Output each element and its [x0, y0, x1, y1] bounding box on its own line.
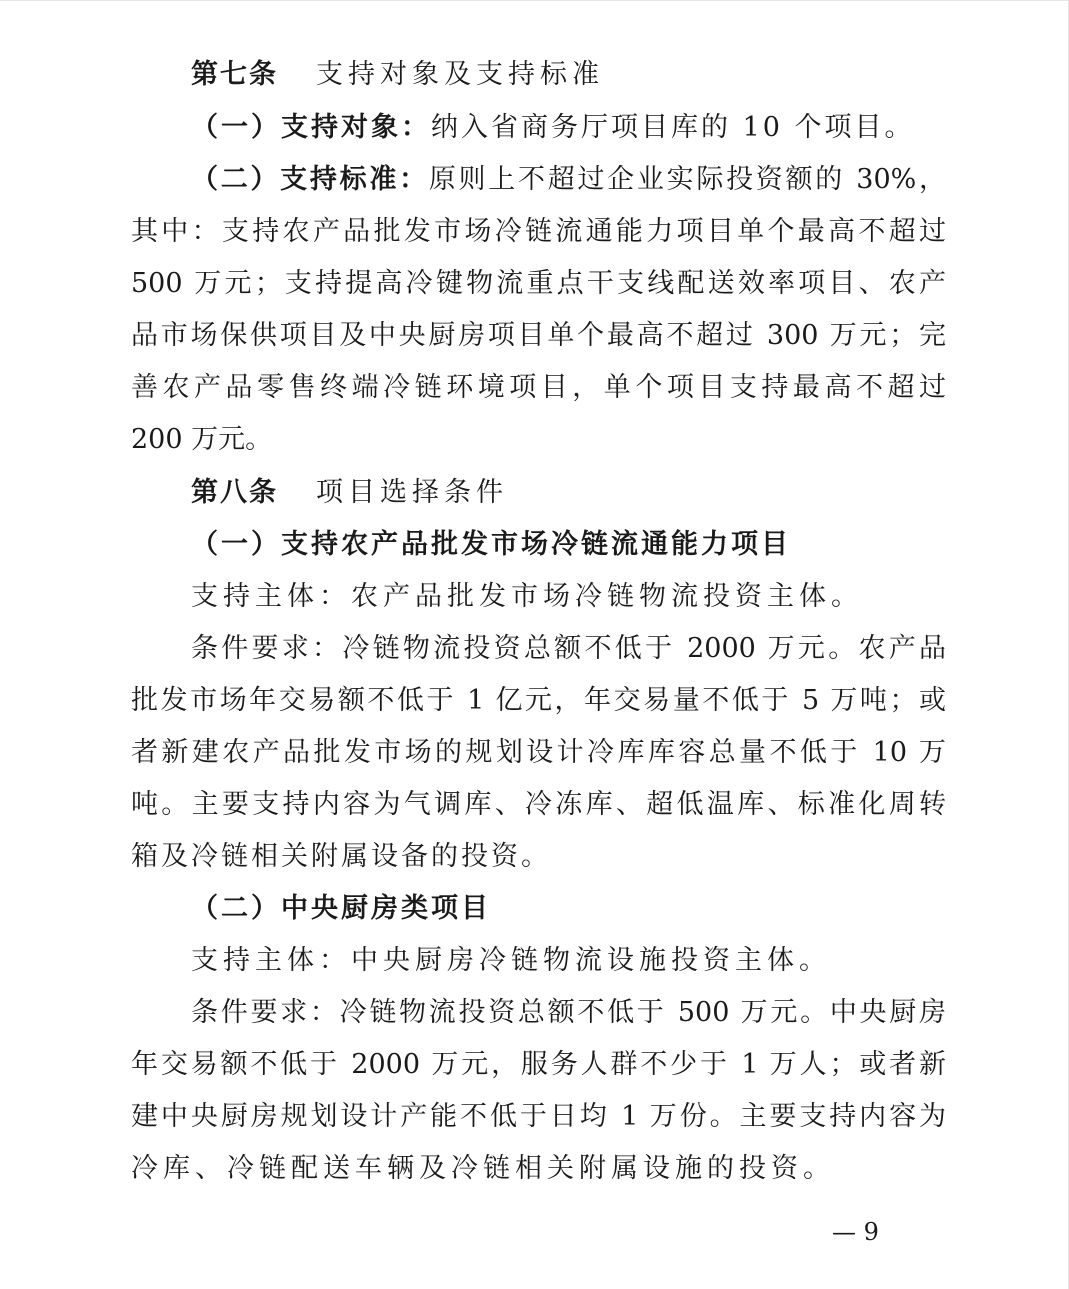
section-2-requirements: 条件要求：冷链物流投资总额不低于 500 万元。中央厨房	[191, 997, 946, 1028]
article-7-item-1	[191, 112, 915, 146]
section-1-text-line: 批发市场年交易额不低于 1 亿元，年交易量不低于 5 万吨；或	[131, 685, 946, 716]
article-7-text-line: 品市场保供项目及中央厨房项目单个最高不超过 300 万元；完	[131, 320, 946, 351]
section-1-title: （一）支持农产品批发市场冷链流通能力项目	[191, 529, 791, 560]
section-1-requirements: 条件要求：冷链物流投资总额不低于 2000 万元。农产品	[191, 633, 946, 664]
item-2-text: 原则上不超过企业实际投资额的 30%，	[428, 164, 946, 195]
article-7-text-line: 200 万元。	[131, 424, 273, 455]
section-2-text-line: 冷库、冷链配送车辆及冷链相关附属设施的投资。	[131, 1153, 835, 1184]
article-7-item-2	[191, 164, 946, 198]
article-7-text-line: 500 万元；支持提高冷键物流重点干支线配送效率项目、农产	[131, 268, 946, 299]
section-1-text-line: 箱及冷链相关附属设备的投资。	[131, 841, 551, 872]
section-1-subject: 支持主体：农产品批发市场冷链物流投资主体。	[191, 581, 863, 612]
article-7-text-line: 其中：支持农产品批发市场冷链流通能力项目单个最高不超过	[131, 216, 946, 247]
section-2-title: （二）中央厨房类项目	[191, 893, 491, 924]
item-1-label: （一）支持对象：	[191, 112, 431, 143]
article-7-text-line: 善农产品零售终端冷链环境项目，单个项目支持最高不超过	[131, 372, 946, 403]
item-1-text: 纳入省商务厅项目库的 10 个项目。	[431, 112, 915, 143]
article-7-title: 支持对象及支持标准	[316, 59, 604, 90]
article-7-number: 第七条	[191, 59, 278, 90]
section-2-subject: 支持主体：中央厨房冷链物流设施投资主体。	[191, 945, 831, 976]
section-1-text-line: 吨。主要支持内容为气调库、冷冻库、超低温库、标准化周转	[131, 789, 946, 820]
section-1-text-line: 者新建农产品批发市场的规划设计冷库库容总量不低于 10 万	[131, 737, 946, 768]
section-2-text-line: 建中央厨房规划设计产能不低于日均 1 万份。主要支持内容为	[131, 1101, 946, 1132]
article-8-number: 第八条	[191, 477, 278, 508]
article-7-heading	[191, 59, 604, 93]
section-2-text-line: 年交易额不低于 2000 万元，服务人群不少于 1 万人；或者新	[131, 1049, 946, 1080]
item-2-label: （二）支持标准：	[191, 164, 429, 195]
article-8-title: 项目选择条件	[316, 477, 508, 508]
article-8-heading	[191, 477, 508, 511]
page-number: — 9	[832, 1218, 879, 1246]
